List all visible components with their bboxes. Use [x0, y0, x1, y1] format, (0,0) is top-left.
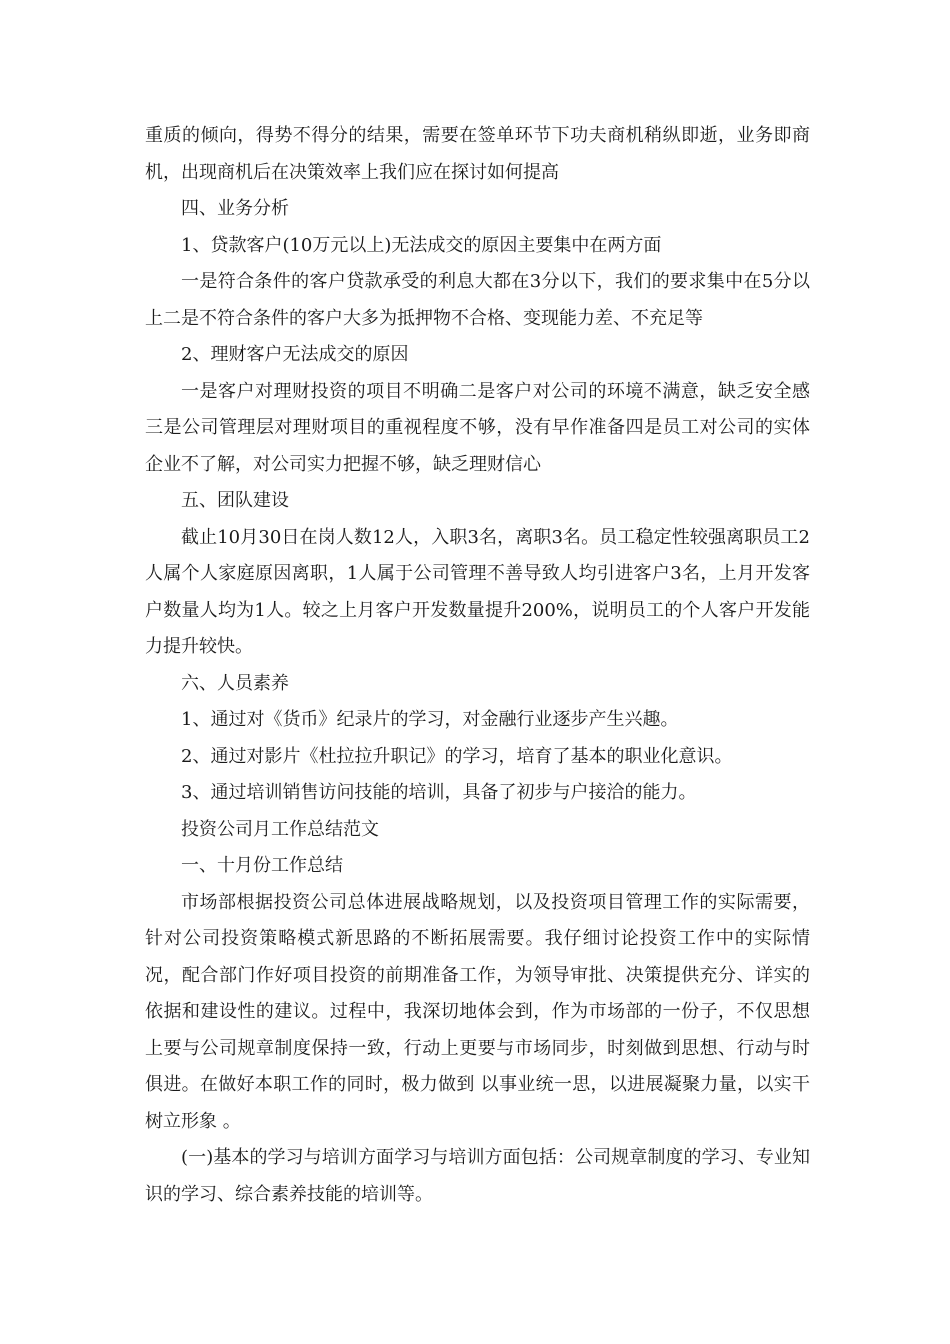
heading-business-analysis: 四、业务分析: [181, 198, 289, 219]
document-body: [145, 118, 810, 1213]
heading-team-building: 五、团队建设: [181, 490, 289, 511]
subheading-finance-clients: 2、理财客户无法成交的原因: [181, 344, 409, 365]
heading-staff-quality: 六、人员素养: [181, 672, 289, 694]
section-title-monthly-summary: 投资公司月工作总结范文: [181, 818, 379, 840]
list-item-film-study: 2、通过对影片《杜拉拉升职记》的学习，培育了基本的职业化意识。: [181, 745, 733, 767]
paragraph-market-dept: 市场部根据投资公司总体进展战略规划，以及投资项目管理工作的实际需要，针对公司投资策略模式新思路的不断拓展需要。我仔细讨论投资工作中的实际情况，配合部门作好项目投资的前期准备工作，为领导审批、决策提供充分、详实的依据和建设性的建议。过程中，我深切地体会到，作为市场部的一份子，不仅思想上要与公司规章制度保持一致，行动上更要与市场同步，时刻做到思想、行动与时俱进。在做好本职工作的同时，极力做到 以事业统一思，以进展凝聚力量，以实干树立形象 。: [145, 891, 810, 1132]
list-item-currency-documentary: 1、通过对《货币》纪录片的学习，对金融行业逐步产生兴趣。: [181, 709, 679, 730]
paragraph-finance-reasons: 一是客户对理财投资的项目不明确二是客户对公司的环境不满意，缺乏安全感三是公司管理层对理财项目的重视程度不够，没有早作准备四是员工对公司的实体企业不了解，对公司实力把握不够，缺乏理财信心: [145, 380, 810, 475]
heading-october-summary: 一、十月份工作总结: [181, 855, 343, 876]
paragraph-team-stats: 截止10月30日在岗人数12人，入职3名，离职3名。员工稳定性较强离职员工2人属个人家庭原因离职，1人属于公司管理不善导致人均引进客户3名，上月开发客户数量人均为1人。较之上月客户开发数量提升200%，说明员工的个人客户开发能力提升较快。: [145, 526, 810, 657]
paragraph-continuation: 重质的倾向，得势不得分的结果，需要在签单环节下功夫商机稍纵即逝，业务即商机，出现商机后在决策效率上我们应在探讨如何提高: [145, 125, 810, 183]
subheading-loan-clients: 1、贷款客户(10万元以上)无法成交的原因主要集中在两方面: [181, 234, 662, 256]
paragraph-loan-reasons: 一是符合条件的客户贷款承受的利息大都在3分以下，我们的要求集中在5分以上二是不符合条件的客户大多为抵押物不合格、变现能力差、不充足等: [145, 271, 810, 329]
list-item-sales-training: 3、通过培训销售访问技能的培训，具备了初步与户接洽的能力。: [181, 782, 697, 803]
paragraph-learning-training: (一)基本的学习与培训方面学习与培训方面包括：公司规章制度的学习、专业知识的学习、综合素养技能的培训等。: [145, 1147, 810, 1205]
